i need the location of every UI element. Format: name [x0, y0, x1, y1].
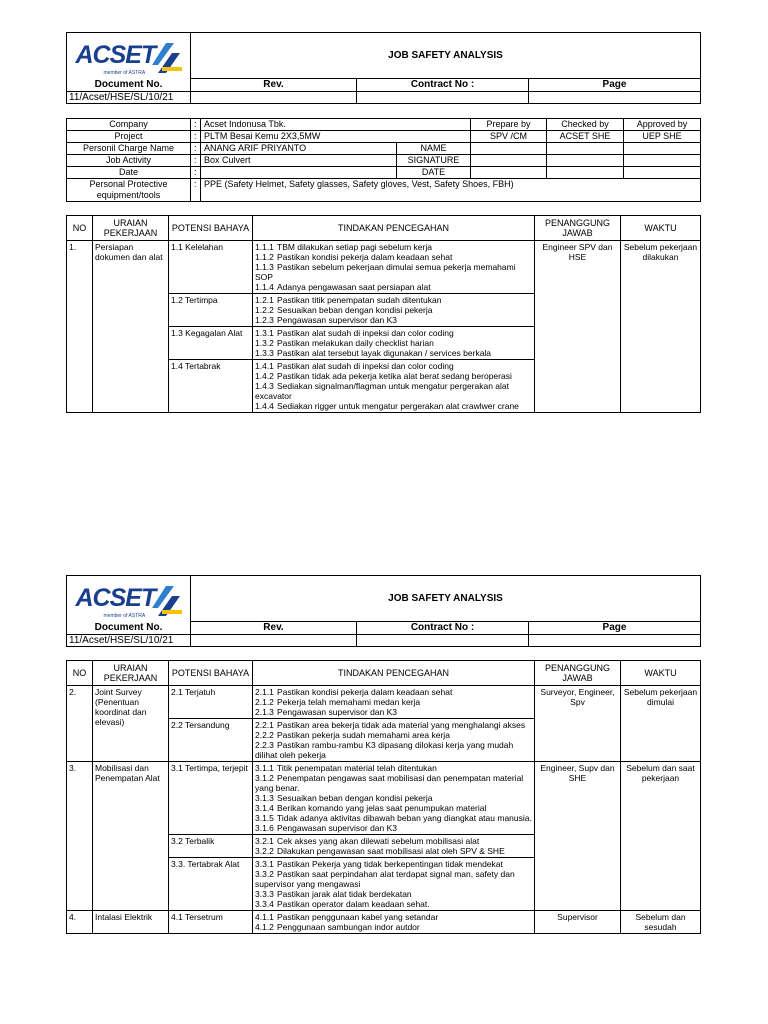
approved-value: UEP SHE [624, 131, 701, 143]
tindakan-item-text: Penempatan pengawas saat mobilisasi dan penempatan material yang benar. [255, 773, 524, 793]
jsa-table-2 [66, 660, 701, 934]
company-label: Company [67, 119, 191, 131]
tindakan-item-number: 1.1.2 [255, 252, 274, 262]
colon: : [191, 143, 201, 155]
signature-approved [624, 155, 701, 167]
tindakan-item-text: Sediakan signalman/flagman untuk mengatur pergerakan alat excavator [255, 381, 510, 401]
tindakan-item [255, 773, 532, 793]
logo-subtext: member of ASTRA [103, 612, 146, 619]
tindakan-item-text: Pengawasan supervisor dan K3 [277, 315, 398, 325]
table-row [67, 241, 701, 294]
tindakan-item-text: Pastikan tidak ada pekerja ketika alat berat sedang beroperasi [277, 371, 512, 381]
signature-label: SIGNATURE [397, 155, 471, 167]
date2-label: DATE [397, 167, 471, 179]
row-no: 3. [67, 762, 93, 911]
logo-cell [67, 576, 191, 622]
row-penanggung: Engineer, Supv dan SHE [535, 762, 621, 911]
tindakan-item [255, 315, 532, 325]
date-prepare [471, 167, 547, 179]
rev-value [191, 92, 357, 104]
tindakan-item [255, 823, 532, 833]
tindakan-item [255, 813, 532, 823]
tindakan-item-text: Pengawasan supervisor dan K3 [277, 707, 398, 717]
row-penanggung: Supervisor [535, 911, 621, 934]
tindakan-item [255, 889, 532, 899]
tindakan-item-text: Cek akses yang akan dilewati sebelum mobilisasi alat [277, 836, 480, 846]
row-tindakan [253, 241, 535, 294]
tindakan-item [255, 687, 532, 697]
tindakan-item [255, 922, 532, 932]
row-waktu: Sebelum pekerjaan dilakukan [621, 241, 701, 413]
date-checked [547, 167, 624, 179]
tindakan-item-number: 1.4.4 [255, 401, 274, 411]
row-no: 2. [67, 686, 93, 762]
rev-value [191, 635, 357, 647]
tindakan-item [255, 730, 532, 740]
colon: : [191, 131, 201, 143]
col-penanggung-header: PENANGGUNG JAWAB [535, 661, 621, 686]
tindakan-item-number: 3.2.1 [255, 836, 274, 846]
tindakan-item-number: 1.1.1 [255, 242, 274, 252]
tindakan-item-number: 2.1.1 [255, 687, 274, 697]
signature-prepare [471, 155, 547, 167]
tindakan-item-number: 3.3.3 [255, 889, 274, 899]
tindakan-item-number: 3.1.5 [255, 813, 274, 823]
document-no-value: 11/Acset/HSE/SL/10/21 [67, 635, 191, 647]
col-tindakan-header: TINDAKAN PENCEGAHAN [253, 216, 535, 241]
tindakan-item-number: 3.1.6 [255, 823, 274, 833]
tindakan-item [255, 328, 532, 338]
tindakan-item-number: 1.3.3 [255, 348, 274, 358]
jsa-table-1 [66, 215, 701, 413]
table-row [67, 686, 701, 719]
tindakan-item [255, 242, 532, 252]
tindakan-item [255, 869, 532, 889]
ppe-value: PPE (Safety Helmet, Safety glasses, Safety gloves, Vest, Safety Shoes, FBH) [201, 179, 701, 202]
col-no-header: NO [67, 216, 93, 241]
tindakan-item-number: 2.1.2 [255, 697, 274, 707]
row-potensi: 1.1 Kelelahan [169, 241, 253, 294]
tindakan-item-text: Pastikan kondisi pekerja dalam keadaan sehat [277, 687, 453, 697]
row-potensi: 2.1 Terjatuh [169, 686, 253, 719]
acset-logo [74, 41, 184, 79]
row-tindakan [253, 294, 535, 327]
rev-label: Rev. [191, 79, 357, 92]
rev-label: Rev. [191, 622, 357, 635]
row-waktu: Sebelum dan saat pekerjaan [621, 762, 701, 911]
contract-value [357, 92, 529, 104]
tindakan-item [255, 740, 532, 760]
tindakan-item [255, 793, 532, 803]
colon: : [191, 167, 201, 179]
page-label: Page [529, 622, 701, 635]
row-uraian: Mobilisasi dan Penempatan Alat [93, 762, 169, 911]
row-potensi: 4.1 Tersetrum [169, 911, 253, 934]
tindakan-item-text: Pastikan penggunaan kabel yang setandar [277, 912, 439, 922]
col-uraian-header: URAIAN PEKERJAAN [93, 661, 169, 686]
document-no-value: 11/Acset/HSE/SL/10/21 [67, 92, 191, 104]
pic-value: ANANG ARIF PRIYANTO [201, 143, 397, 155]
checked-value: ACSET SHE [547, 131, 624, 143]
tindakan-item [255, 348, 532, 358]
tindakan-item [255, 763, 532, 773]
col-potensi-header: POTENSI BAHAYA [169, 661, 253, 686]
tindakan-item-text: Pastikan pekerja sudah memahami area kerja [277, 730, 450, 740]
page-value [529, 635, 701, 647]
date-approved [624, 167, 701, 179]
tindakan-item-text: Pastikan saat perpindahan alat terdapat signal man, safety dan supervisor yang mengawasi [255, 869, 515, 889]
tindakan-item-number: 1.4.2 [255, 371, 274, 381]
page-label: Page [529, 79, 701, 92]
tindakan-item [255, 846, 532, 856]
tindakan-item-number: 3.2.2 [255, 846, 274, 856]
tindakan-item-number: 2.2.1 [255, 720, 274, 730]
logo-mark-icon [152, 586, 182, 618]
tindakan-item-text: Pastikan sebelum pekerjaan dimulai semua pekerja memahami SOP [255, 262, 516, 282]
tindakan-item-number: 2.1.3 [255, 707, 274, 717]
logo-subtext: member of ASTRA [103, 69, 146, 76]
name-checked [547, 143, 624, 155]
tindakan-item-number: 1.2.3 [255, 315, 274, 325]
row-waktu: Sebelum pekerjaan dimulai [621, 686, 701, 762]
tindakan-item-number: 4.1.2 [255, 922, 274, 932]
row-potensi: 1.2 Tertimpa [169, 294, 253, 327]
tindakan-item-text: Pastikan alat sudah di inpeksi dan color coding [277, 328, 454, 338]
row-tindakan [253, 835, 535, 858]
tindakan-item-number: 1.4.1 [255, 361, 274, 371]
project-value: PLTM Besai Kemu 2X3,5MW [201, 131, 471, 143]
tindakan-item [255, 803, 532, 813]
tindakan-item-number: 3.1.2 [255, 773, 274, 783]
tindakan-item-number: 3.1.1 [255, 763, 274, 773]
tindakan-item-number: 3.1.4 [255, 803, 274, 813]
ppe-label: Personal Protective equipment/tools [67, 179, 191, 202]
document-no-label: Document No. [67, 79, 191, 92]
header-block-1 [66, 32, 701, 104]
row-no: 1. [67, 241, 93, 413]
approved-label: Approved by [624, 119, 701, 131]
tindakan-item-text: Penggunaan sambungan indor autdor [277, 922, 420, 932]
tindakan-item [255, 252, 532, 262]
row-tindakan [253, 858, 535, 911]
tindakan-item-text: Adanya pengawasan saat persiapan alat [277, 282, 431, 292]
tindakan-item-number: 1.2.1 [255, 295, 274, 305]
row-tindakan [253, 327, 535, 360]
col-waktu-header: WAKTU [621, 216, 701, 241]
tindakan-item [255, 262, 532, 282]
document-title: JOB SAFETY ANALYSIS [191, 33, 701, 79]
name-label: NAME [397, 143, 471, 155]
tindakan-item-text: Dilakukan pengawasan saat mobilisasi alat oleh SPV & SHE [277, 846, 505, 856]
tindakan-item [255, 282, 532, 292]
tindakan-item [255, 697, 532, 707]
project-label: Project [67, 131, 191, 143]
tindakan-item-text: Sesuaikan beban dengan kondisi pekerja [277, 793, 433, 803]
tindakan-item [255, 912, 532, 922]
col-tindakan-header: TINDAKAN PENCEGAHAN [253, 661, 535, 686]
header-block-2 [66, 575, 701, 647]
colon: : [191, 155, 201, 167]
row-uraian: Persiapan dokumen dan alat [93, 241, 169, 413]
row-no: 4. [67, 911, 93, 934]
row-penanggung: Engineer SPV dan HSE [535, 241, 621, 413]
tindakan-item-number: 1.1.3 [255, 262, 274, 272]
tindakan-item-text: Pastikan area bekerja tidak ada material yang menghalangi akses [277, 720, 526, 730]
tindakan-item [255, 707, 532, 717]
tindakan-item-number: 4.1.1 [255, 912, 274, 922]
tindakan-item [255, 338, 532, 348]
pic-label: Personil Charge Name [67, 143, 191, 155]
document-no-label: Document No. [67, 622, 191, 635]
tindakan-item [255, 720, 532, 730]
tindakan-item-text: Pengawasan supervisor dan K3 [277, 823, 398, 833]
col-penanggung-header: PENANGGUNG JAWAB [535, 216, 621, 241]
logo-text: ACSET [75, 583, 156, 612]
tindakan-item [255, 401, 532, 411]
tindakan-item [255, 305, 532, 315]
date-label: Date [67, 167, 191, 179]
tindakan-item-text: TBM dilakukan setiap pagi sebelum kerja [277, 242, 432, 252]
row-tindakan [253, 719, 535, 762]
row-potensi: 1.4 Tertabrak [169, 360, 253, 413]
tindakan-item-text: Pekerja telah memahami medan kerja [277, 697, 421, 707]
signature-checked [547, 155, 624, 167]
tindakan-item-text: Pastikan titik penempatan sudah ditentukan [277, 295, 442, 305]
tindakan-item-text: Titik penempatan material telah ditentukan [277, 763, 437, 773]
tindakan-item [255, 361, 532, 371]
contract-label: Contract No : [357, 79, 529, 92]
checked-label: Checked by [547, 119, 624, 131]
logo-cell [67, 33, 191, 79]
tindakan-item [255, 899, 532, 909]
row-uraian: Joint Survey (Penentuan koordinat dan elevasi) [93, 686, 169, 762]
row-waktu: Sebelum dan sesudah [621, 911, 701, 934]
tindakan-item-text: Tidak adanya aktivitas dibawah beban yang diangkat atau manusia. [277, 813, 532, 823]
row-tindakan [253, 911, 535, 934]
date-value [201, 167, 397, 179]
tindakan-item-text: Pastikan alat sudah di inpeksi dan color coding [277, 361, 454, 371]
acset-logo [74, 584, 184, 622]
tindakan-item-number: 3.3.2 [255, 869, 274, 879]
table-row [67, 911, 701, 934]
logo-text: ACSET [75, 40, 156, 69]
tindakan-item [255, 295, 532, 305]
activity-label: Job Activity [67, 155, 191, 167]
tindakan-item-number: 2.2.2 [255, 730, 274, 740]
tindakan-item-number: 1.2.2 [255, 305, 274, 315]
document-title: JOB SAFETY ANALYSIS [191, 576, 701, 622]
tindakan-item-number: 2.2.3 [255, 740, 274, 750]
row-penanggung: Surveyor, Engineer, Spv [535, 686, 621, 762]
name-prepare [471, 143, 547, 155]
col-uraian-header: URAIAN PEKERJAAN [93, 216, 169, 241]
tindakan-item-text: Sediakan rigger untuk mengatur pergerakan alat crawlwer crane [277, 401, 519, 411]
name-approved [624, 143, 701, 155]
colon: : [191, 119, 201, 131]
prepare-label: Prepare by [471, 119, 547, 131]
tindakan-item-number: 3.3.1 [255, 859, 274, 869]
row-potensi: 3.1 Tertimpa, terjepit [169, 762, 253, 835]
row-tindakan [253, 686, 535, 719]
tindakan-item-text: Berikan komando yang jelas saat penumpukan material [277, 803, 487, 813]
tindakan-item [255, 859, 532, 869]
page-value [529, 92, 701, 104]
tindakan-item-number: 1.1.4 [255, 282, 274, 292]
tindakan-item-text: Pastikan operator dalam keadaan sehat. [277, 899, 430, 909]
row-potensi: 2.2 Tersandung [169, 719, 253, 762]
tindakan-item [255, 836, 532, 846]
row-potensi: 3.3. Tertabrak Alat [169, 858, 253, 911]
tindakan-item-number: 3.3.4 [255, 899, 274, 909]
table-row [67, 762, 701, 835]
tindakan-item-text: Pastikan rambu-rambu K3 dipasang dilokasi kerja yang mudah dilihat oleh pekerja [255, 740, 514, 760]
colon: : [191, 179, 201, 202]
contract-label: Contract No : [357, 622, 529, 635]
logo-mark-icon [152, 43, 182, 75]
col-waktu-header: WAKTU [621, 661, 701, 686]
tindakan-item-number: 1.3.2 [255, 338, 274, 348]
company-value: Acset Indonusa Tbk. [201, 119, 471, 131]
row-uraian: Intalasi Elektrik [93, 911, 169, 934]
activity-value: Box Culvert [201, 155, 397, 167]
tindakan-item-text: Pastikan alat tersebut layak digunakan / services berkala [277, 348, 492, 358]
tindakan-item-text: Pastikan Pekerja yang tidak berkepentingan tidak mendekat [277, 859, 503, 869]
tindakan-item-text: Sesuaikan beban dengan kondisi pekerja [277, 305, 433, 315]
tindakan-item-number: 1.3.1 [255, 328, 274, 338]
row-tindakan [253, 360, 535, 413]
contract-value [357, 635, 529, 647]
tindakan-item [255, 381, 532, 401]
row-tindakan [253, 762, 535, 835]
tindakan-item [255, 371, 532, 381]
tindakan-item-number: 1.4.3 [255, 381, 274, 391]
info-table [66, 118, 701, 202]
row-potensi: 3.2 Terbalik [169, 835, 253, 858]
tindakan-item-text: Pastikan melakukan daily checklist harian [277, 338, 434, 348]
col-potensi-header: POTENSI BAHAYA [169, 216, 253, 241]
tindakan-item-text: Pastikan kondisi pekerja dalam keadaan sehat [277, 252, 453, 262]
col-no-header: NO [67, 661, 93, 686]
tindakan-item-text: Pastikan jarak alat tidak berdekatan [277, 889, 412, 899]
row-potensi: 1.3 Kegagalan Alat [169, 327, 253, 360]
prepare-value: SPV /CM [471, 131, 547, 143]
tindakan-item-number: 3.1.3 [255, 793, 274, 803]
